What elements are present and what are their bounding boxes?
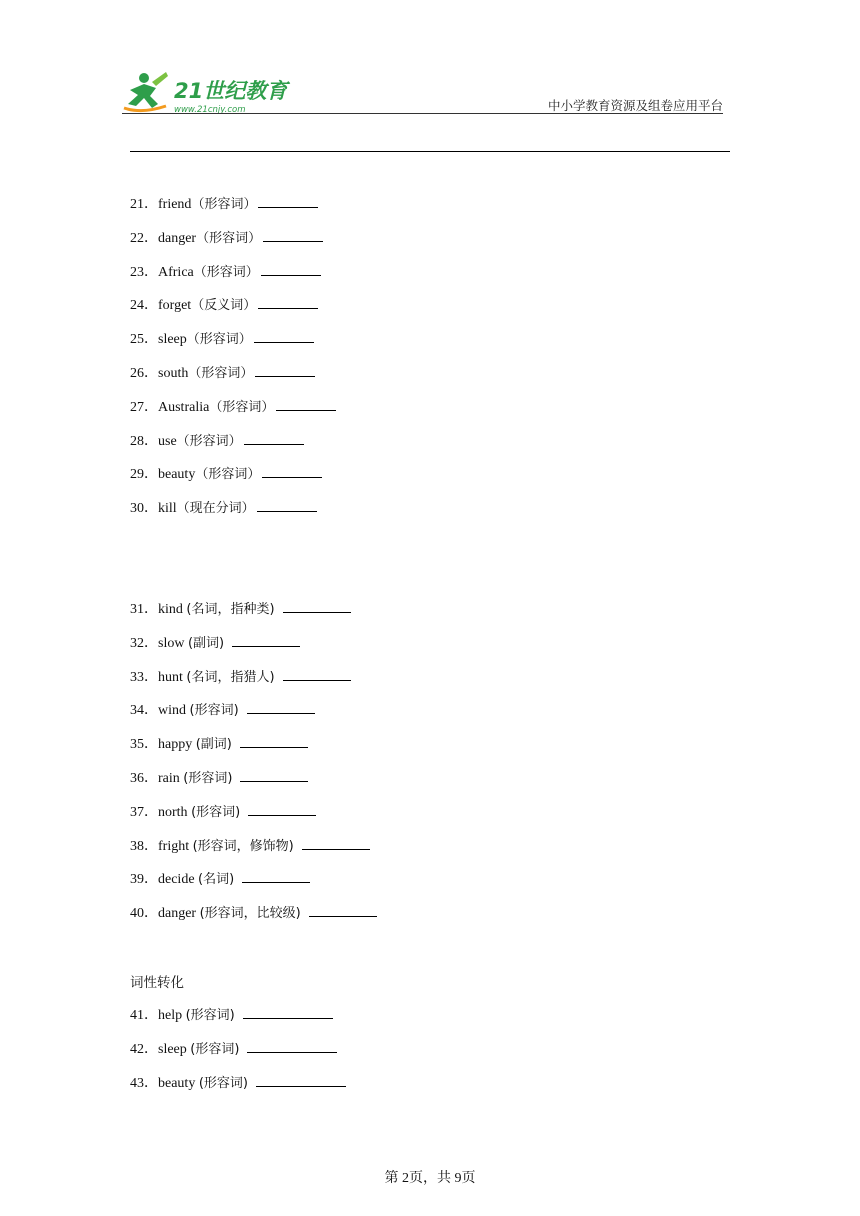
answer-blank[interactable] <box>257 498 317 512</box>
question-hint: （现在分词） <box>176 501 255 517</box>
runner-icon <box>124 72 168 111</box>
question-hint: (形容词，修饰物) <box>192 838 294 854</box>
question-hint: （形容词） <box>176 433 242 449</box>
question-word: danger <box>158 906 200 922</box>
question-word: beauty <box>158 467 196 483</box>
question-item <box>130 667 351 687</box>
answer-blank[interactable] <box>242 869 310 883</box>
question-number: 36． <box>130 771 158 786</box>
question-word: danger <box>158 230 197 246</box>
answer-blank[interactable] <box>248 802 316 816</box>
question-item <box>130 1039 337 1059</box>
question-word: decide <box>158 872 199 888</box>
question-hint: (副词) <box>195 737 232 753</box>
answer-blank[interactable] <box>302 836 370 850</box>
question-word: use <box>158 433 177 449</box>
answer-blank[interactable] <box>309 903 377 917</box>
question-word: forget <box>158 298 192 314</box>
answer-blank[interactable] <box>232 633 300 647</box>
question-item <box>130 397 336 417</box>
answer-blank[interactable] <box>244 431 304 445</box>
question-number: 26． <box>130 366 158 381</box>
logo-text: 21世纪教育 <box>174 79 288 103</box>
question-number: 31． <box>130 602 158 617</box>
answer-blank[interactable] <box>263 228 323 242</box>
question-number: 39． <box>130 872 158 888</box>
answer-blank[interactable] <box>254 329 314 343</box>
answer-blank[interactable] <box>283 599 351 613</box>
question-hint: (副词) <box>187 635 225 651</box>
question-number: 21． <box>130 197 158 212</box>
question-hint: (名词) <box>198 872 235 888</box>
question-item <box>130 329 314 349</box>
question-hint: (形容词) <box>198 1075 248 1091</box>
question-number: 27． <box>130 399 158 415</box>
question-item <box>130 431 304 451</box>
question-hint: （形容词） <box>195 467 261 483</box>
question-word: help <box>158 1008 186 1023</box>
question-number: 29． <box>130 467 158 483</box>
answer-blank[interactable] <box>261 262 321 276</box>
answer-blank[interactable] <box>283 667 351 681</box>
question-number: 41． <box>130 1008 158 1023</box>
question-hint: (名词，指猎人) <box>186 669 275 685</box>
question-number: 24． <box>130 298 158 314</box>
answer-blank[interactable] <box>262 464 322 478</box>
question-word: north <box>158 804 192 820</box>
answer-blank[interactable] <box>258 194 318 208</box>
question-item <box>130 734 308 754</box>
question-item <box>130 363 315 383</box>
question-hint: (名词，指种类) <box>186 602 275 617</box>
header-divider <box>122 113 723 114</box>
question-item <box>130 700 315 720</box>
question-word: kind <box>158 602 187 617</box>
question-word: happy <box>158 737 196 753</box>
question-item <box>130 1005 333 1025</box>
question-number: 25． <box>130 332 158 348</box>
question-item <box>130 464 322 484</box>
question-word: rain <box>158 771 184 786</box>
question-number: 30． <box>130 501 158 517</box>
question-word: kill <box>158 501 177 517</box>
question-number: 32． <box>130 635 158 651</box>
question-item <box>130 768 308 788</box>
question-number: 34． <box>130 703 158 719</box>
question-hint: （形容词） <box>193 264 259 280</box>
question-hint: （形容词） <box>196 230 262 246</box>
question-hint: （形容词） <box>186 332 252 348</box>
question-word: slow <box>158 635 188 651</box>
question-number: 22． <box>130 230 158 246</box>
question-hint: (形容词) <box>185 1008 235 1023</box>
answer-blank[interactable] <box>255 363 315 377</box>
section-label: 词性转化 <box>130 975 184 991</box>
question-hint: （形容词） <box>188 366 254 381</box>
question-hint: （形容词） <box>209 399 275 415</box>
answer-blank[interactable] <box>256 1073 346 1087</box>
content-divider <box>130 151 730 152</box>
question-item <box>130 869 310 889</box>
question-number: 33． <box>130 669 158 685</box>
answer-blank[interactable] <box>247 700 315 714</box>
question-hint: (形容词) <box>189 703 239 719</box>
question-word: fright <box>158 838 193 854</box>
question-item <box>130 802 316 822</box>
question-number: 38． <box>130 838 158 854</box>
question-item <box>130 295 318 315</box>
answer-blank[interactable] <box>258 295 318 309</box>
question-number: 35． <box>130 737 158 753</box>
question-word: Australia <box>158 399 210 415</box>
page-footer: 第 2页，共 9页 <box>384 1171 476 1186</box>
question-word: beauty <box>158 1075 199 1091</box>
question-number: 43． <box>130 1075 158 1091</box>
question-number: 28． <box>130 433 158 449</box>
question-item <box>130 194 318 214</box>
answer-blank[interactable] <box>247 1039 337 1053</box>
question-word: wind <box>158 703 190 719</box>
site-logo <box>122 68 292 116</box>
question-item <box>130 498 317 518</box>
question-word: sleep <box>158 1041 191 1057</box>
question-word: south <box>158 366 189 381</box>
answer-blank[interactable] <box>276 397 336 411</box>
question-word: sleep <box>158 332 187 348</box>
question-item <box>130 836 370 856</box>
answer-blank[interactable] <box>240 734 308 748</box>
question-item <box>130 633 300 653</box>
question-hint: （反义词） <box>191 298 257 314</box>
question-hint: (形容词，比较级) <box>199 906 301 922</box>
logo-url: www.21cnjy.com <box>174 105 246 115</box>
question-number: 42． <box>130 1041 158 1057</box>
question-item <box>130 903 377 923</box>
question-item <box>130 228 323 248</box>
question-number: 23． <box>130 264 158 280</box>
header-platform-text: 中小学教育资源及组卷应用平台 <box>547 98 723 113</box>
question-item <box>130 599 351 619</box>
question-item <box>130 262 321 282</box>
answer-blank[interactable] <box>240 768 308 782</box>
question-word: hunt <box>158 669 187 685</box>
question-hint: (形容词) <box>183 771 233 786</box>
question-hint: (形容词) <box>191 804 241 820</box>
question-hint: (形容词) <box>190 1041 240 1057</box>
question-number: 40． <box>130 906 158 922</box>
question-hint: （形容词） <box>191 197 257 212</box>
question-word: Africa <box>158 264 194 280</box>
question-number: 37． <box>130 804 158 820</box>
answer-blank[interactable] <box>243 1005 333 1019</box>
question-word: friend <box>158 197 192 212</box>
question-item <box>130 1073 346 1093</box>
